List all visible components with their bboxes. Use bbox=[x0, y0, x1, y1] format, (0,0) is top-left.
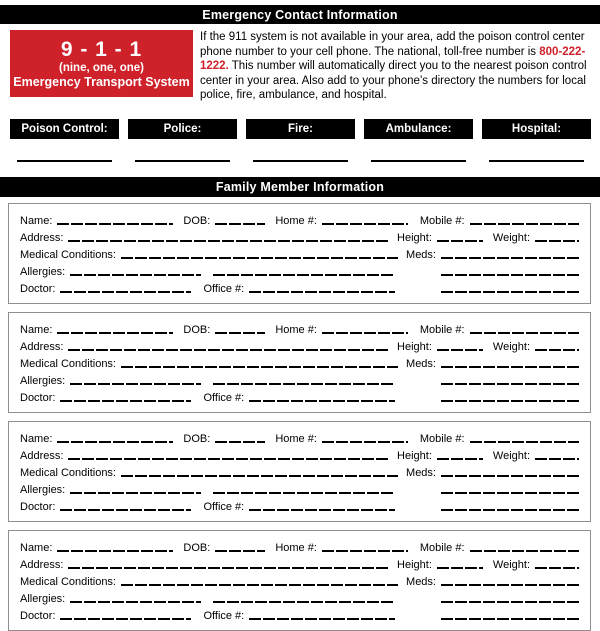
meds-continued-write-line-2 bbox=[441, 618, 579, 620]
medical-conditions-label: Medical Conditions: bbox=[20, 575, 116, 588]
emergency-form-page bbox=[0, 5, 600, 631]
member-row-medical bbox=[20, 462, 579, 479]
label-box-poison-control bbox=[10, 119, 119, 139]
label-box-hospital bbox=[482, 119, 591, 139]
member-row-name bbox=[20, 210, 579, 227]
section-header-emergency-contact bbox=[0, 5, 600, 24]
medical-conditions-write-line bbox=[121, 584, 398, 586]
medical-conditions-group bbox=[20, 358, 398, 370]
mobile-phone-label: Mobile #: bbox=[419, 432, 465, 445]
doctor-label: Doctor: bbox=[20, 282, 56, 295]
home-phone-label: Home #: bbox=[275, 323, 317, 336]
office-phone-label: Office #: bbox=[203, 391, 245, 404]
mobile-phone-write-line bbox=[470, 332, 579, 334]
address-write-line bbox=[68, 240, 389, 242]
allergies-group bbox=[20, 375, 395, 387]
weight-write-line bbox=[535, 458, 579, 460]
label-box-fire bbox=[246, 119, 355, 139]
office-phone-write-line bbox=[249, 291, 395, 293]
member-row-allergies bbox=[20, 370, 579, 387]
medical-conditions-write-line bbox=[121, 475, 398, 477]
weight-write-line bbox=[535, 567, 579, 569]
home-phone-label: Home #: bbox=[275, 541, 317, 554]
height-write-line bbox=[437, 240, 483, 242]
member-row-allergies bbox=[20, 261, 579, 278]
weight-write-line bbox=[535, 349, 579, 351]
address-write-line bbox=[68, 349, 389, 351]
ambulance-write-line bbox=[371, 160, 467, 162]
emergency-numbers-write-in-row bbox=[10, 160, 591, 162]
weight-label: Weight: bbox=[492, 558, 530, 571]
member-row-medical bbox=[20, 244, 579, 261]
family-member-blocks bbox=[8, 203, 591, 631]
address-write-line bbox=[68, 567, 389, 569]
doctor-label: Doctor: bbox=[20, 609, 56, 622]
dob-label: DOB: bbox=[183, 214, 211, 227]
member-row-name bbox=[20, 537, 579, 554]
doctor-write-line bbox=[60, 400, 191, 402]
meds-label: Meds: bbox=[406, 466, 436, 479]
doctor-group bbox=[20, 610, 395, 622]
height-write-line bbox=[437, 349, 483, 351]
family-member-block bbox=[8, 530, 591, 631]
allergies-group bbox=[20, 266, 395, 278]
meds-continued-write-line bbox=[441, 383, 579, 385]
allergies-continued-write-line bbox=[213, 383, 395, 385]
dob-label: DOB: bbox=[183, 432, 211, 445]
meds-label: Meds: bbox=[406, 248, 436, 261]
name-write-line bbox=[57, 332, 173, 334]
member-row-allergies bbox=[20, 479, 579, 496]
weight-label: Weight: bbox=[492, 340, 530, 353]
911-emergency-box bbox=[10, 30, 193, 97]
member-row-name bbox=[20, 319, 579, 336]
mobile-phone-label: Mobile #: bbox=[419, 323, 465, 336]
meds-continued-write-line bbox=[441, 492, 579, 494]
member-row-address bbox=[20, 445, 579, 462]
address-label: Address: bbox=[20, 231, 64, 244]
meds-write-line bbox=[441, 584, 579, 586]
label-box-ambulance bbox=[364, 119, 473, 139]
label-poison-control: Poison Control: bbox=[21, 122, 108, 135]
mobile-phone-write-line bbox=[470, 223, 579, 225]
dob-label: DOB: bbox=[183, 323, 211, 336]
allergies-label: Allergies: bbox=[20, 592, 66, 605]
allergies-label: Allergies: bbox=[20, 265, 66, 278]
office-phone-label: Office #: bbox=[203, 500, 245, 513]
emergency-numbers-label-row bbox=[10, 119, 591, 139]
label-box-police bbox=[128, 119, 237, 139]
home-phone-label: Home #: bbox=[275, 214, 317, 227]
office-phone-label: Office #: bbox=[203, 282, 245, 295]
label-ambulance: Ambulance: bbox=[385, 122, 452, 135]
name-label: Name: bbox=[20, 541, 53, 554]
fire-line-cell bbox=[246, 160, 355, 162]
height-write-line bbox=[437, 458, 483, 460]
meds-continued-write-line-2 bbox=[441, 291, 579, 293]
allergies-write-line bbox=[70, 601, 201, 603]
doctor-group bbox=[20, 283, 395, 295]
home-phone-label: Home #: bbox=[275, 432, 317, 445]
fire-write-line bbox=[253, 160, 349, 162]
height-label: Height: bbox=[397, 558, 432, 571]
weight-label: Weight: bbox=[492, 231, 530, 244]
doctor-label: Doctor: bbox=[20, 391, 56, 404]
poison-control-phone-number: 800-222-1222. bbox=[200, 45, 586, 73]
allergies-write-line bbox=[70, 383, 201, 385]
label-fire: Fire: bbox=[288, 122, 313, 135]
meds-write-line bbox=[441, 366, 579, 368]
meds-continued-write-line-2 bbox=[441, 400, 579, 402]
address-group bbox=[20, 232, 389, 244]
ambulance-line-cell bbox=[364, 160, 473, 162]
office-phone-write-line bbox=[249, 509, 395, 511]
mobile-phone-write-line bbox=[470, 441, 579, 443]
medical-conditions-group bbox=[20, 576, 398, 588]
allergies-continued-write-line bbox=[213, 274, 395, 276]
address-label: Address: bbox=[20, 340, 64, 353]
poison-control-write-line bbox=[17, 160, 113, 162]
member-row-address bbox=[20, 554, 579, 571]
police-write-line bbox=[135, 160, 231, 162]
mobile-phone-label: Mobile #: bbox=[419, 541, 465, 554]
name-label: Name: bbox=[20, 432, 53, 445]
name-label: Name: bbox=[20, 214, 53, 227]
dob-write-line bbox=[215, 550, 265, 552]
hospital-write-line bbox=[489, 160, 585, 162]
weight-write-line bbox=[535, 240, 579, 242]
medical-conditions-label: Medical Conditions: bbox=[20, 357, 116, 370]
member-row-doctor bbox=[20, 387, 579, 404]
doctor-write-line bbox=[60, 509, 191, 511]
allergies-label: Allergies: bbox=[20, 483, 66, 496]
poison-control-instructions bbox=[193, 30, 592, 103]
office-phone-label: Office #: bbox=[203, 609, 245, 622]
meds-continued-write-line bbox=[441, 274, 579, 276]
dob-label: DOB: bbox=[183, 541, 211, 554]
dob-write-line bbox=[215, 223, 265, 225]
address-label: Address: bbox=[20, 558, 64, 571]
office-phone-write-line bbox=[249, 400, 395, 402]
name-write-line bbox=[57, 441, 173, 443]
medical-conditions-label: Medical Conditions: bbox=[20, 248, 116, 261]
member-row-address bbox=[20, 336, 579, 353]
doctor-group bbox=[20, 392, 395, 404]
section-header-family-member bbox=[0, 177, 600, 197]
doctor-write-line bbox=[60, 291, 191, 293]
address-group bbox=[20, 450, 389, 462]
intro-row bbox=[10, 30, 592, 103]
medical-conditions-write-line bbox=[121, 257, 398, 259]
allergies-label: Allergies: bbox=[20, 374, 66, 387]
height-label: Height: bbox=[397, 449, 432, 462]
allergies-group bbox=[20, 484, 395, 496]
address-group bbox=[20, 559, 389, 571]
label-hospital: Hospital: bbox=[511, 122, 562, 135]
member-row-address bbox=[20, 227, 579, 244]
weight-label: Weight: bbox=[492, 449, 530, 462]
hospital-line-cell bbox=[482, 160, 591, 162]
section-header-emergency-contact-label: Emergency Contact Information bbox=[202, 7, 398, 22]
home-phone-write-line bbox=[322, 441, 408, 443]
medical-conditions-label: Medical Conditions: bbox=[20, 466, 116, 479]
911-words: (nine, one, one) bbox=[59, 61, 144, 74]
meds-label: Meds: bbox=[406, 357, 436, 370]
member-row-medical bbox=[20, 571, 579, 588]
address-group bbox=[20, 341, 389, 353]
medical-conditions-write-line bbox=[121, 366, 398, 368]
home-phone-write-line bbox=[322, 223, 408, 225]
member-row-name bbox=[20, 428, 579, 445]
allergies-continued-write-line bbox=[213, 601, 395, 603]
family-member-block bbox=[8, 203, 591, 304]
allergies-continued-write-line bbox=[213, 492, 395, 494]
mobile-phone-write-line bbox=[470, 550, 579, 552]
meds-continued-write-line bbox=[441, 601, 579, 603]
doctor-label: Doctor: bbox=[20, 500, 56, 513]
meds-continued-write-line-2 bbox=[441, 509, 579, 511]
meds-write-line bbox=[441, 257, 579, 259]
doctor-group bbox=[20, 501, 395, 513]
name-label: Name: bbox=[20, 323, 53, 336]
height-label: Height: bbox=[397, 340, 432, 353]
meds-write-line bbox=[441, 475, 579, 477]
police-line-cell bbox=[128, 160, 237, 162]
poison-control-line-cell bbox=[10, 160, 119, 162]
medical-conditions-group bbox=[20, 467, 398, 479]
instructions-text-1: If the 911 system is not available in your area, add the poison control center phone number to your cell phone. The national, toll-free number is bbox=[200, 31, 585, 58]
medical-conditions-group bbox=[20, 249, 398, 261]
name-write-line bbox=[57, 550, 173, 552]
home-phone-write-line bbox=[322, 550, 408, 552]
label-police: Police: bbox=[163, 122, 202, 135]
mobile-phone-label: Mobile #: bbox=[419, 214, 465, 227]
height-label: Height: bbox=[397, 231, 432, 244]
family-member-block bbox=[8, 421, 591, 522]
911-number: 9 - 1 - 1 bbox=[60, 37, 143, 61]
allergies-group bbox=[20, 593, 395, 605]
911-subtitle: Emergency Transport System bbox=[13, 74, 190, 89]
dob-write-line bbox=[215, 441, 265, 443]
address-label: Address: bbox=[20, 449, 64, 462]
office-phone-write-line bbox=[249, 618, 395, 620]
dob-write-line bbox=[215, 332, 265, 334]
member-row-medical bbox=[20, 353, 579, 370]
address-write-line bbox=[68, 458, 389, 460]
name-write-line bbox=[57, 223, 173, 225]
home-phone-write-line bbox=[322, 332, 408, 334]
height-write-line bbox=[437, 567, 483, 569]
member-row-doctor bbox=[20, 278, 579, 295]
meds-label: Meds: bbox=[406, 575, 436, 588]
allergies-write-line bbox=[70, 274, 201, 276]
member-row-allergies bbox=[20, 588, 579, 605]
doctor-write-line bbox=[60, 618, 191, 620]
member-row-doctor bbox=[20, 496, 579, 513]
member-row-doctor bbox=[20, 605, 579, 622]
instructions-text-2: This number will automatically direct you to the nearest poison control center in your area. Also add to your phone’s directory the numbers for local police, fire, ambulance, and hospital. bbox=[200, 60, 587, 102]
family-member-block bbox=[8, 312, 591, 413]
section-header-family-member-label: Family Member Information bbox=[215, 179, 385, 194]
allergies-write-line bbox=[70, 492, 201, 494]
